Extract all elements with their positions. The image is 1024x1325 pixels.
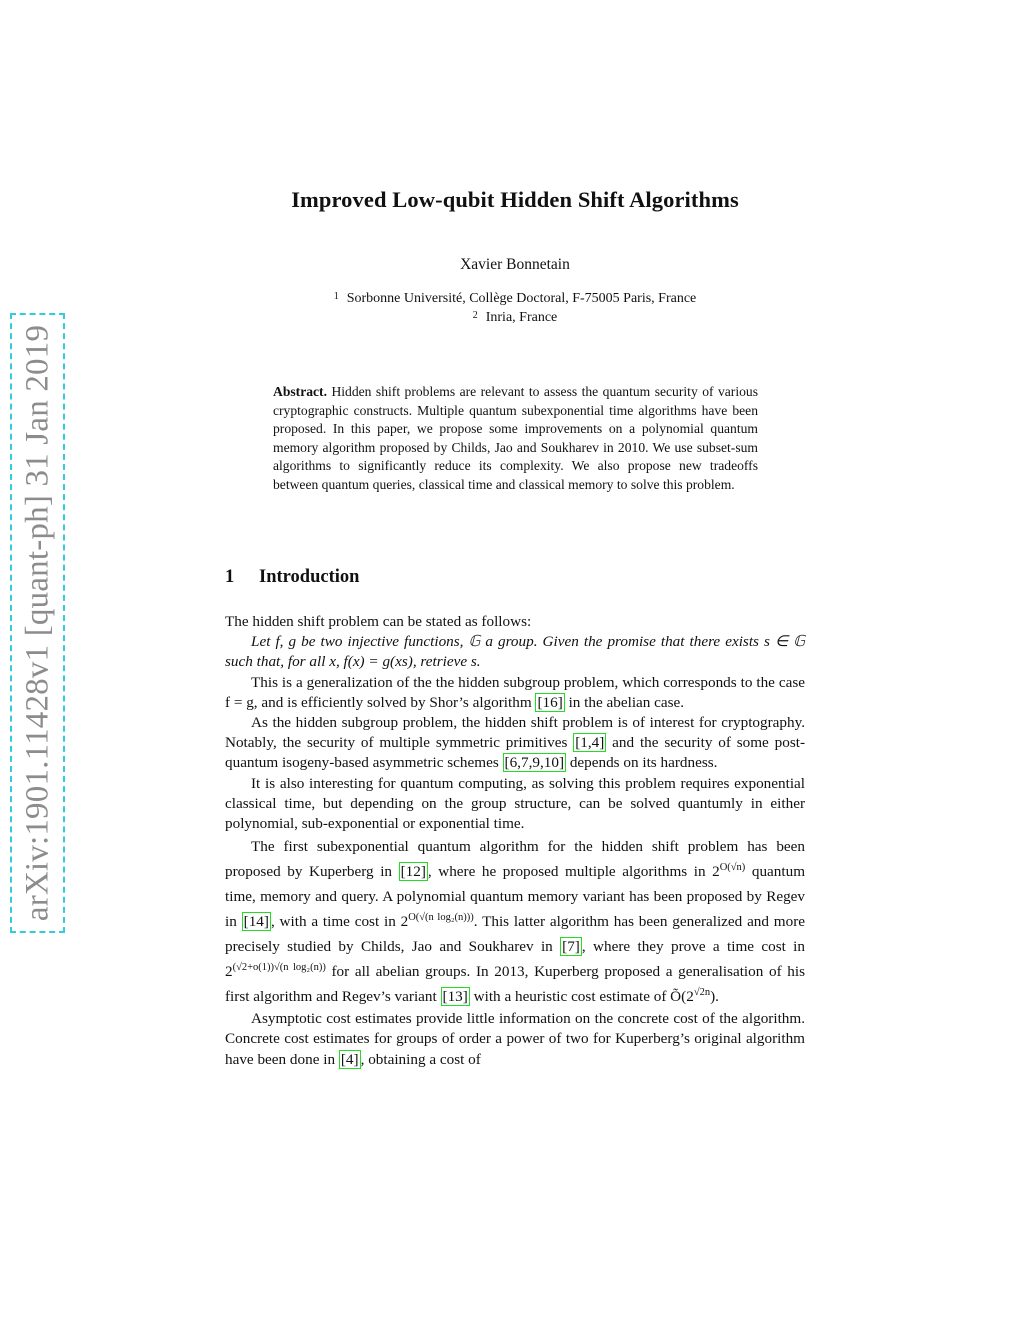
- body-text: [225, 612, 805, 1070]
- paragraph-2-text-a: This is a generalization of the the hidden subgroup problem, which corresponds to the case f = g, and is efficiently solved by Shor’s algorithm: [225, 673, 805, 711]
- paragraph-5-text-d: , with a time cost in 2: [270, 913, 409, 931]
- citation-link[interactable]: [13]: [442, 988, 468, 1006]
- citation-link[interactable]: [7]: [562, 938, 580, 956]
- author-name: Xavier Bonnetain: [460, 256, 570, 273]
- paragraph-6: [225, 1009, 805, 1070]
- paragraph-2-text-b: in the abelian case.: [568, 693, 685, 711]
- arxiv-stamp-text: arXiv:1901.11428v1 [quant-ph] 31 Jan 2019: [19, 324, 55, 922]
- affiliation-1-text: Sorbonne Université, Collège Doctoral, F-75005 Paris, France: [346, 291, 697, 306]
- paragraph-6-text-a: Asymptotic cost estimates provide little information on the concrete cost of the algorithm. Concrete cost estimates for groups of order a power of two for Kuperberg’s original algorithm have been done in: [225, 1010, 805, 1068]
- paragraph-2: [225, 673, 805, 713]
- problem-statement: Let f, g be two injective functions, 𝔾 a group. Given the promise that there exists s ∈ 𝔾 such that, for all x, f(x) = g(xs), retrieve s.: [225, 633, 805, 671]
- math-exponent: O(√n): [719, 862, 746, 874]
- arxiv-identifier-stamp[interactable]: [10, 313, 65, 933]
- paragraph-5-text-g: for all abelian groups. In 2013, Kuperberg proposed a generalisation of his first algorithm and Regev’s variant: [225, 963, 805, 1006]
- citation-link[interactable]: [14]: [243, 913, 269, 931]
- affiliation-2: [225, 310, 805, 326]
- abstract-text: Hidden shift problems are relevant to assess the quantum security of various cryptographic constructs. Multiple quantum subexponential time algorithms have been proposed. In this paper, we propose some improvements on a polynomial quantum memory algorithm proposed by Childs, Jao and Soukharev in 2010. We use subset-sum algorithms to significantly reduce its complexity. We also propose new tradeoffs between quantum queries, classical time and classical memory to solve this problem.: [273, 384, 758, 492]
- paragraph-5-text-c: quantum time, memory and query. A polynomial quantum memory variant has been proposed by Regev in: [225, 863, 806, 931]
- affiliation-1: [225, 291, 805, 307]
- paragraph-3-text-b: and the security of some post-quantum isogeny-based asymmetric schemes: [225, 734, 806, 772]
- paper-title: Improved Low-qubit Hidden Shift Algorithms: [291, 187, 739, 212]
- abstract: [273, 383, 758, 494]
- math-exponent: √2n: [693, 987, 711, 999]
- section-number: 1: [225, 567, 235, 587]
- abstract-label: Abstract.: [273, 384, 327, 399]
- paragraph-3: [225, 713, 805, 774]
- citation-link[interactable]: [6,7,9,10]: [504, 754, 565, 772]
- math-exponent: (√2+o(1))√(n log₂(n)): [232, 962, 326, 974]
- paragraph-4: It is also interesting for quantum computing, as solving this problem requires exponential classical time, but depending on the group structure, can be solved quantumly in either polynomial, sub-exponential or exponential time.: [225, 774, 805, 833]
- paragraph-5-text-b: , where he proposed multiple algorithms in 2: [427, 863, 720, 881]
- section-title: Introduction: [259, 567, 360, 587]
- citation-link[interactable]: [16]: [537, 693, 563, 711]
- affiliation-2-mark: 2: [472, 310, 478, 321]
- paragraph-5-text-e: . This latter algorithm has been generalized and more precisely studied by Childs, Jao and Soukharev in: [225, 913, 806, 956]
- section-heading: [225, 567, 359, 588]
- paragraph-3-text-c: depends on its hardness.: [569, 754, 718, 772]
- math-exponent: O(√(n log₂(n))): [408, 912, 474, 924]
- paragraph-5-text-f: , where they prove a time cost in 2: [225, 938, 805, 981]
- citation-link[interactable]: [4]: [340, 1050, 359, 1068]
- paragraph-5-text-a: The first subexponential quantum algorithm for the hidden shift problem has been proposed by Kuperberg in: [225, 838, 805, 881]
- citation-link[interactable]: [1,4]: [575, 734, 605, 752]
- paragraph-1: The hidden shift problem can be stated as follows:: [225, 613, 532, 630]
- paragraph-6-text-b: , obtaining a cost of: [360, 1050, 481, 1068]
- paragraph-5-text-i: ).: [710, 988, 719, 1006]
- affiliation-2-text: Inria, France: [485, 310, 558, 325]
- citation-link[interactable]: [12]: [400, 863, 426, 881]
- paragraph-5-text-h: with a heuristic cost estimate of Õ(2: [473, 988, 694, 1006]
- paragraph-3-text-a: As the hidden subgroup problem, the hidden shift problem is of interest for cryptography. Notably, the security of multiple symmetric primitives: [225, 714, 805, 752]
- paragraph-5: [225, 834, 805, 1009]
- affiliation-1-mark: 1: [333, 291, 339, 302]
